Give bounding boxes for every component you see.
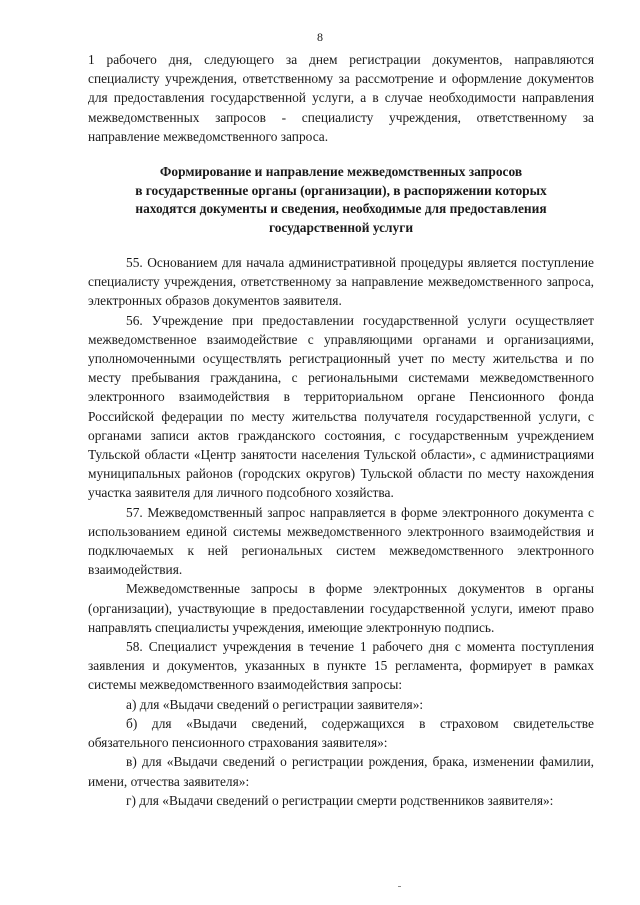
list-item-v: в) для «Выдачи сведений о регистрации рождения, брака, изменении фамилии, имени, отчества заявителя»: <box>88 754 594 789</box>
scan-speck <box>398 886 401 887</box>
paragraph-55: 55. Основанием для начала административной процедуры является поступление специалисту учреждения, ответственному за направление межведомственного запроса, электронных образов документов заявителя. <box>88 255 594 309</box>
paragraph-57-continued: Межведомственные запросы в форме электронных документов в органы (организации), участвующие в предоставлении государственной услуги, имеют право направлять специалисты учреждения, имеющие электронную подпись. <box>88 581 594 635</box>
paragraph-56: 56. Учреждение при предоставлении государственной услуги осуществляет межведомственное взаимодействие с управляющими органами и организациями, уполномоченными осуществлять регистрационный учет по месту жительства и по месту пребывания гражданина, с региональными системами межведомственного электронного взаимодействия в территориальном органе Пенсионного фонда Российской федерации по месту жительства получателя государственной услуги, с органами записи актов гражданского состояния, с государственным учреждением Тульской области «Центр занятости населения Тульской области», с администрациями муниципальных районов (городских округов) Тульской области по месту нахождения участка заявителя для личного подсобного хозяйства. <box>88 312 594 501</box>
page-number: 8 <box>317 30 323 44</box>
paragraph-58: 58. Специалист учреждения в течение 1 рабочего дня с момента поступления заявления и документов, указанных в пункте 15 регламента, формирует в рамках системы межведомственного взаимодействия запросы: <box>88 639 594 693</box>
list-item-g: г) для «Выдачи сведений о регистрации смерти родственников заявителя»: <box>126 792 554 808</box>
document-body <box>88 50 594 810</box>
section-heading <box>88 163 594 237</box>
list-item-a: а) для «Выдачи сведений о регистрации заявителя»: <box>126 696 424 712</box>
heading-line: государственной услуги <box>268 219 414 235</box>
heading-line: Формирование и направление межведомственных запросов <box>159 164 523 180</box>
intro-paragraph: 1 рабочего дня, следующего за днем регистрации документов, направляются специалисту учреждения, ответственному за рассмотрение и оформление документов для предоставления государственной услуги, а в случае необходимости направления межведомственных запросов - специалисту учреждения, ответственному за направление межведомственного запроса. <box>88 52 594 144</box>
paragraph-57: 57. Межведомственный запрос направляется в форме электронного документа с использованием единой системы межведомственного электронного взаимодействия и подключаемых к ней региональных систем межведомственного электронного взаимодействия. <box>88 504 594 578</box>
list-item-b: б) для «Выдачи сведений, содержащихся в страховом свидетельстве обязательного пенсионного страхования заявителя»: <box>88 715 594 751</box>
heading-line: находятся документы и сведения, необходимые для предоставления <box>135 201 547 217</box>
heading-line: в государственные органы (организации), в распоряжении которых <box>135 182 547 198</box>
